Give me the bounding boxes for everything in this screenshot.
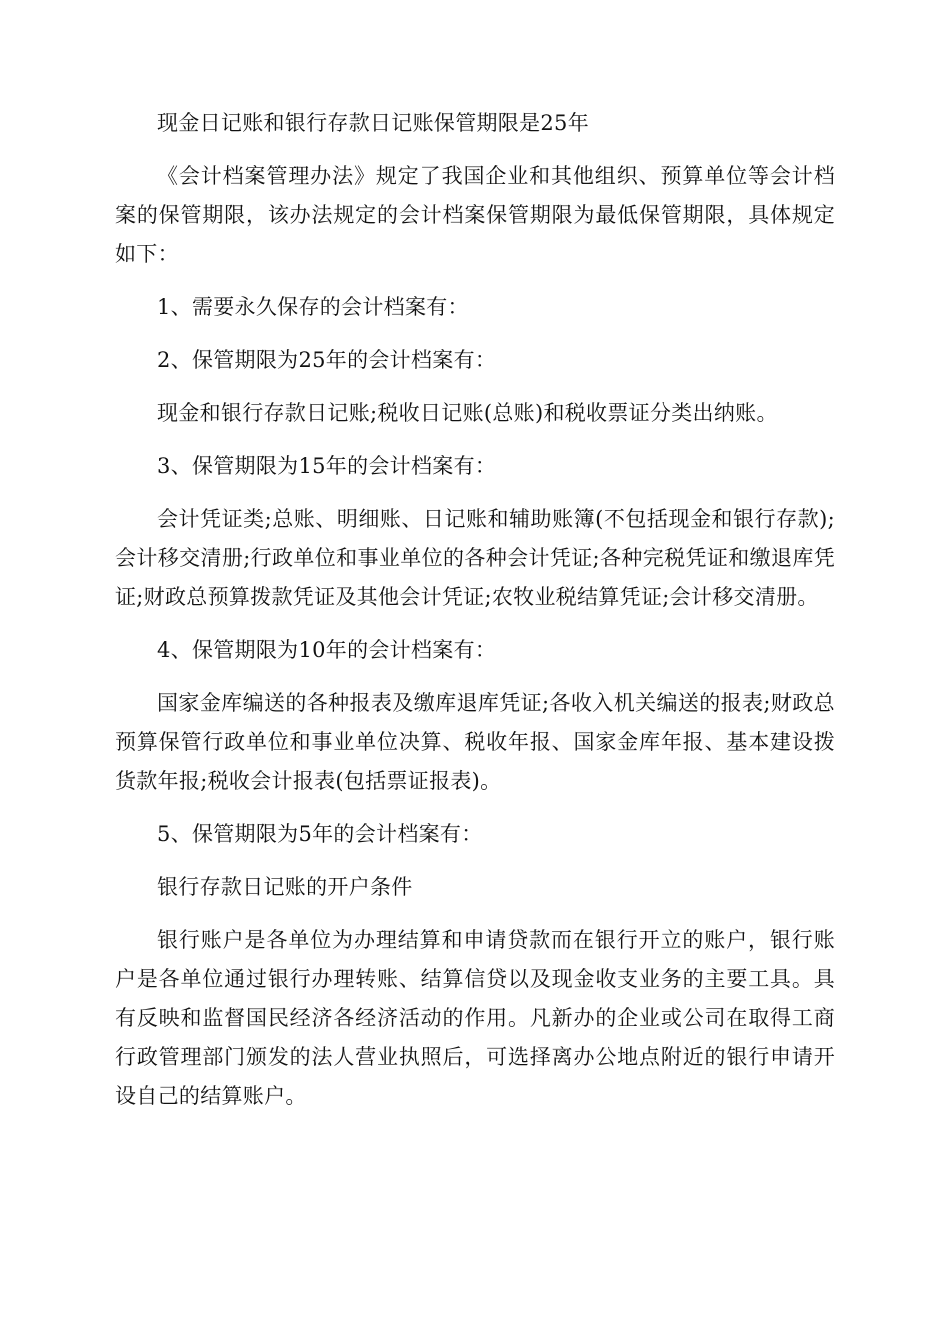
list-item-permanent: 1、需要永久保存的会计档案有： — [157, 295, 469, 319]
detail-10-years: 国家金库编送的各种报表及缴库退库凭证;各收入机关编送的报表;财政总预算保管行政单位和事业单位决算、税收年报、国家金库年报、基本建设拨货款年报;税收会计报表(包括票证报表)。 — [115, 691, 835, 793]
heading-paragraph: 现金日记账和银行存款日记账保管期限是25年 — [157, 111, 590, 135]
list-item-15-years: 3、保管期限为15年的会计档案有： — [157, 454, 497, 478]
account-opening-paragraph: 银行账户是各单位为办理结算和申请贷款而在银行开立的账户，银行账户是各单位通过银行办理转账、结算信贷以及现金收支业务的主要工具。具有反映和监督国民经济各经济活动的作用。凡新办的企业或公司在取得工商行政管理部门颁发的法人营业执照后，可选择离办公地点附近的银行申请开设自己的结算账户。 — [115, 928, 835, 1108]
list-item-5-years: 5、保管期限为5年的会计档案有： — [157, 822, 483, 846]
document-page — [115, 104, 835, 1116]
intro-paragraph: 《会计档案管理办法》规定了我国企业和其他组织、预算单位等会计档案的保管期限，该办法规定的会计档案保管期限为最低保管期限，具体规定如下： — [115, 164, 835, 266]
detail-25-years: 现金和银行存款日记账;税收日记账(总账)和税收票证分类出纳账。 — [157, 401, 778, 425]
section-heading-account-opening: 银行存款日记账的开户条件 — [157, 875, 413, 899]
list-item-10-years: 4、保管期限为10年的会计档案有： — [157, 638, 497, 662]
list-item-25-years: 2、保管期限为25年的会计档案有： — [157, 348, 497, 372]
detail-15-years: 会计凭证类;总账、明细账、日记账和辅助账簿(不包括现金和银行存款);会计移交清册;行政单位和事业单位的各种会计凭证;各种完税凭证和缴退库凭证;财政总预算拨款凭证及其他会计凭证;农牧业税结算凭证;会计移交清册。 — [115, 507, 835, 609]
